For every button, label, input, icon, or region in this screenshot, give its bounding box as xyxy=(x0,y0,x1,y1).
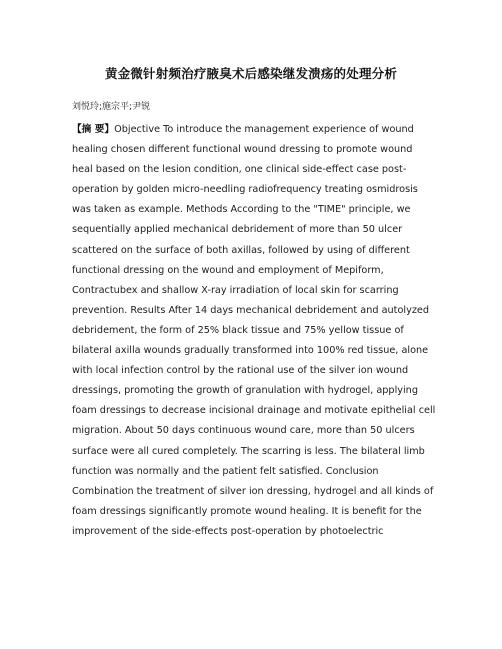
abstract-line-text: Objective To introduce the management experience of wound xyxy=(114,124,414,135)
abstract-line: foam dressings to decrease incisional drainage and motivate epithelial cell xyxy=(72,405,436,417)
abstract-line: Contractubex and shallow X-ray irradiation of local skin for scarring xyxy=(72,284,399,296)
abstract-line: sequentially applied mechanical debridement of more than 50 ulcer xyxy=(72,224,403,236)
abstract-line: dressings, promoting the growth of granulation with hydrogel, applying xyxy=(72,385,418,397)
paper-title: 黄金微针射频治疗腋臭术后感染继发溃疡的处理分析 xyxy=(104,66,398,81)
abstract-line: with local infection control by the rational use of the silver ion wound xyxy=(72,365,409,377)
paper-authors: 刘悦玲;施宗平;尹锐 xyxy=(72,102,151,112)
abstract-line xyxy=(72,120,440,140)
abstract-line: Combination the treatment of silver ion dressing, hydrogel and all kinds of xyxy=(72,485,434,497)
abstract-label: 【摘 要】 xyxy=(72,124,115,135)
abstract-line: functional dressing on the wound and employment of Mepiform, xyxy=(72,264,384,276)
abstract-line: healing chosen different functional wound dressing to promote wound xyxy=(72,144,413,156)
abstract-line: operation by golden micro-needling radiofrequency treating osmidrosis xyxy=(72,184,418,196)
abstract-line: bilateral axilla wounds gradually transformed into 100% red tissue, alone xyxy=(72,345,429,357)
abstract-line: prevention. Results After 14 days mechanical debridement and autolyzed xyxy=(72,304,430,316)
abstract-line: was taken as example. Methods According to the "TIME" principle, we xyxy=(72,204,411,216)
abstract-line: migration. About 50 days continuous wound care, more than 50 ulcers xyxy=(72,425,415,437)
abstract-line: scattered on the surface of both axillas, followed by using of different xyxy=(72,244,410,256)
abstract-line: surface were all cured completely. The scarring is less. The bilateral limb xyxy=(72,445,425,457)
abstract-line: foam dressings significantly promote wound healing. It is benefit for the xyxy=(72,505,422,517)
abstract-line: function was normally and the patient felt satisfied. Conclusion xyxy=(72,465,379,477)
abstract-line: heal based on the lesion condition, one clinical side-effect case post- xyxy=(72,164,407,176)
abstract-line: improvement of the side-effects post-operation by photoelectric xyxy=(72,525,384,537)
abstract-body xyxy=(72,120,440,542)
abstract-line: debridement, the form of 25% black tissue and 75% yellow tissue of xyxy=(72,324,404,336)
